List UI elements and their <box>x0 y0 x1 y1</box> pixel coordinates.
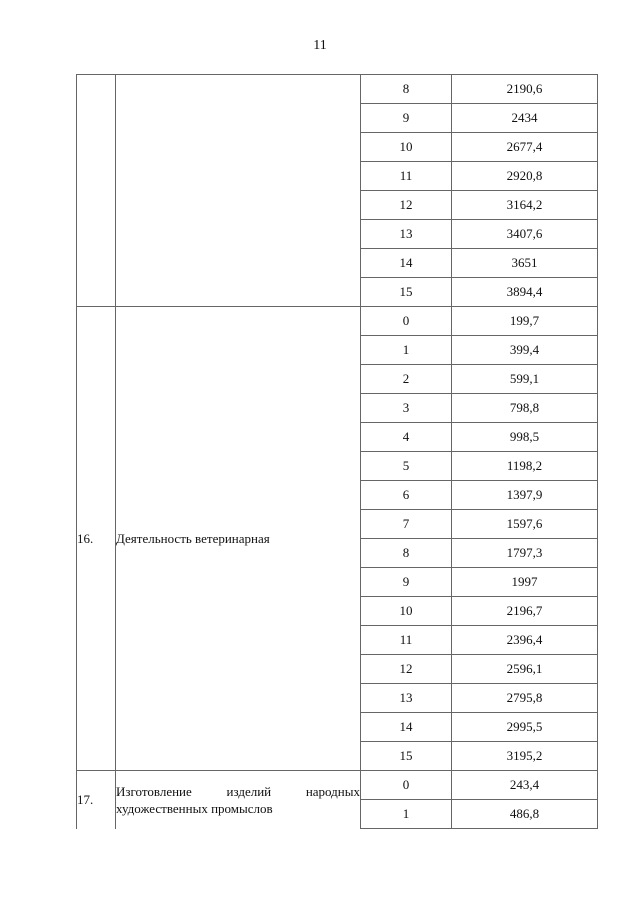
value-cell: 243,4 <box>452 771 598 800</box>
employee-count-cell: 1 <box>361 800 452 829</box>
value-cell: 486,8 <box>452 800 598 829</box>
value-cell: 2434 <box>452 104 598 133</box>
employee-count-cell: 11 <box>361 626 452 655</box>
employee-count-cell: 3 <box>361 394 452 423</box>
employee-count-cell: 7 <box>361 510 452 539</box>
employee-count-cell: 5 <box>361 452 452 481</box>
value-cell: 1397,9 <box>452 481 598 510</box>
value-cell: 2795,8 <box>452 684 598 713</box>
table-row <box>77 75 598 104</box>
activity-name: Изготовление изделий народных художественных промыслов <box>116 771 361 829</box>
value-cell: 3894,4 <box>452 278 598 307</box>
item-number <box>77 75 116 307</box>
value-cell: 1997 <box>452 568 598 597</box>
employee-count-cell: 0 <box>361 307 452 336</box>
employee-count-cell: 9 <box>361 568 452 597</box>
employee-count-cell: 14 <box>361 249 452 278</box>
data-table <box>76 74 598 829</box>
employee-count-cell: 8 <box>361 539 452 568</box>
value-cell: 1198,2 <box>452 452 598 481</box>
value-cell: 2677,4 <box>452 133 598 162</box>
value-cell: 199,7 <box>452 307 598 336</box>
employee-count-cell: 11 <box>361 162 452 191</box>
employee-count-cell: 9 <box>361 104 452 133</box>
page-number: 11 <box>313 38 327 53</box>
value-cell: 998,5 <box>452 423 598 452</box>
value-cell: 2995,5 <box>452 713 598 742</box>
table-row <box>77 771 598 800</box>
employee-count-cell: 15 <box>361 278 452 307</box>
item-number: 16. <box>77 307 116 771</box>
value-cell: 2196,7 <box>452 597 598 626</box>
employee-count-cell: 10 <box>361 133 452 162</box>
employee-count-cell: 1 <box>361 336 452 365</box>
employee-count-cell: 13 <box>361 684 452 713</box>
item-number: 17. <box>77 771 116 829</box>
value-cell: 1797,3 <box>452 539 598 568</box>
value-cell: 599,1 <box>452 365 598 394</box>
value-cell: 399,4 <box>452 336 598 365</box>
employee-count-cell: 4 <box>361 423 452 452</box>
value-cell: 2396,4 <box>452 626 598 655</box>
value-cell: 3407,6 <box>452 220 598 249</box>
value-cell: 2190,6 <box>452 75 598 104</box>
employee-count-cell: 12 <box>361 191 452 220</box>
employee-count-cell: 12 <box>361 655 452 684</box>
activity-name <box>116 75 361 307</box>
value-cell: 2596,1 <box>452 655 598 684</box>
activity-name: Деятельность ветеринарная <box>116 307 361 771</box>
employee-count-cell: 15 <box>361 742 452 771</box>
value-cell: 1597,6 <box>452 510 598 539</box>
employee-count-cell: 8 <box>361 75 452 104</box>
value-cell: 798,8 <box>452 394 598 423</box>
employee-count-cell: 14 <box>361 713 452 742</box>
value-cell: 2920,8 <box>452 162 598 191</box>
table-row <box>77 307 598 336</box>
value-cell: 3164,2 <box>452 191 598 220</box>
employee-count-cell: 13 <box>361 220 452 249</box>
employee-count-cell: 2 <box>361 365 452 394</box>
value-cell: 3195,2 <box>452 742 598 771</box>
employee-count-cell: 0 <box>361 771 452 800</box>
employee-count-cell: 6 <box>361 481 452 510</box>
value-cell: 3651 <box>452 249 598 278</box>
employee-count-cell: 10 <box>361 597 452 626</box>
